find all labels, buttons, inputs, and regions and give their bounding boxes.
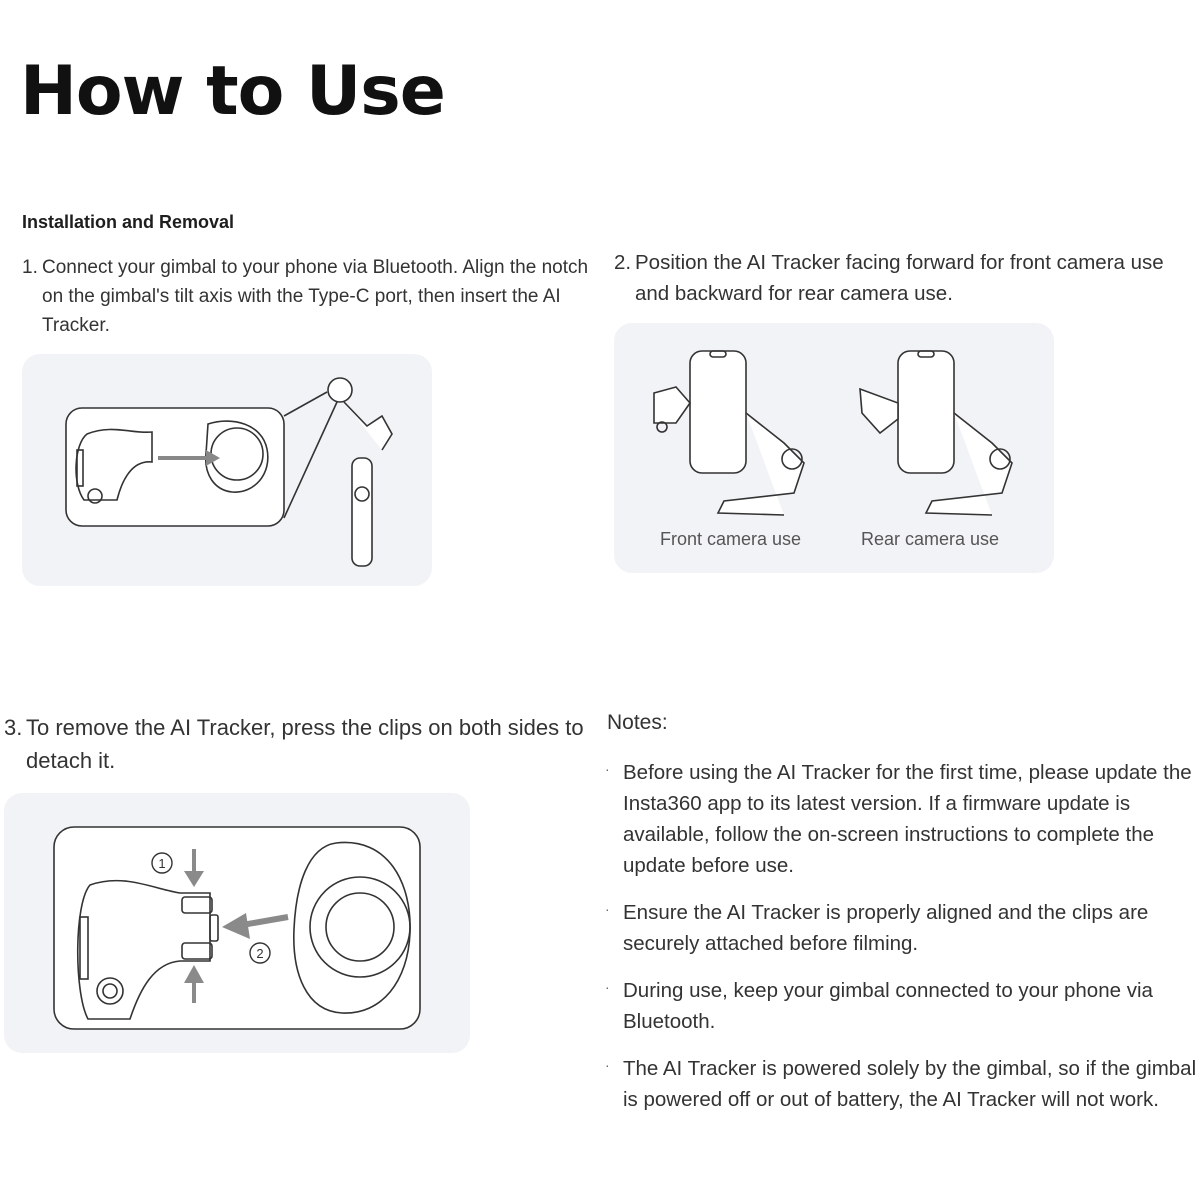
note-text: The AI Tracker is powered solely by the gimbal, so if the gimbal is powered off or out of battery, the AI Tracker will not work.: [623, 1057, 1197, 1111]
step-3-text: To remove the AI Tracker, press the clips on both sides to detach it.: [26, 715, 584, 773]
notes-list: [605, 757, 1197, 1131]
note-item: [605, 897, 1197, 959]
step-marker-1: 1: [158, 856, 166, 871]
section-heading: Installation and Removal: [22, 212, 235, 232]
front-camera-caption: Front camera use: [660, 529, 802, 549]
step-1: [22, 253, 602, 340]
notes-heading: Notes:: [607, 711, 668, 734]
note-bullet: ·: [605, 1057, 610, 1073]
step-1-text: Connect your gimbal to your phone via Bluetooth. Align the notch on the gimbal's tilt axis with the Type-C port, then insert the AI Tracker.: [42, 257, 589, 336]
note-bullet: ·: [605, 761, 610, 777]
note-bullet: ·: [605, 901, 610, 917]
step-2-number: 2.: [614, 251, 632, 274]
note-bullet: ·: [605, 979, 610, 995]
note-text: Ensure the AI Tracker is properly aligned and the clips are securely attached before filming.: [623, 901, 1149, 955]
insert-tracker-drawing: [22, 354, 432, 586]
step-2: [614, 247, 1198, 309]
note-text: Before using the AI Tracker for the first time, please update the Insta360 app to its latest version. If a firmware update is available, follow the on-screen instructions to complete the update before use.: [623, 761, 1192, 877]
note-item: [605, 1053, 1197, 1115]
note-item: [605, 975, 1197, 1037]
step-2-text: Position the AI Tracker facing forward for front camera use and backward for rear camera use.: [635, 251, 1164, 305]
step-3-number: 3.: [4, 715, 23, 740]
removal-illustration: [4, 793, 470, 1053]
note-text: During use, keep your gimbal connected to your phone via Bluetooth.: [623, 979, 1153, 1033]
remove-tracker-drawing: [4, 793, 470, 1053]
step-marker-2: 2: [256, 946, 264, 961]
note-item: [605, 757, 1197, 881]
orientation-illustration: [614, 323, 1054, 573]
installation-illustration: [22, 354, 432, 586]
rear-camera-caption: Rear camera use: [861, 529, 1000, 549]
step-3: [4, 711, 604, 777]
page-title: How to Use: [20, 52, 445, 131]
step-1-number: 1.: [22, 257, 38, 278]
